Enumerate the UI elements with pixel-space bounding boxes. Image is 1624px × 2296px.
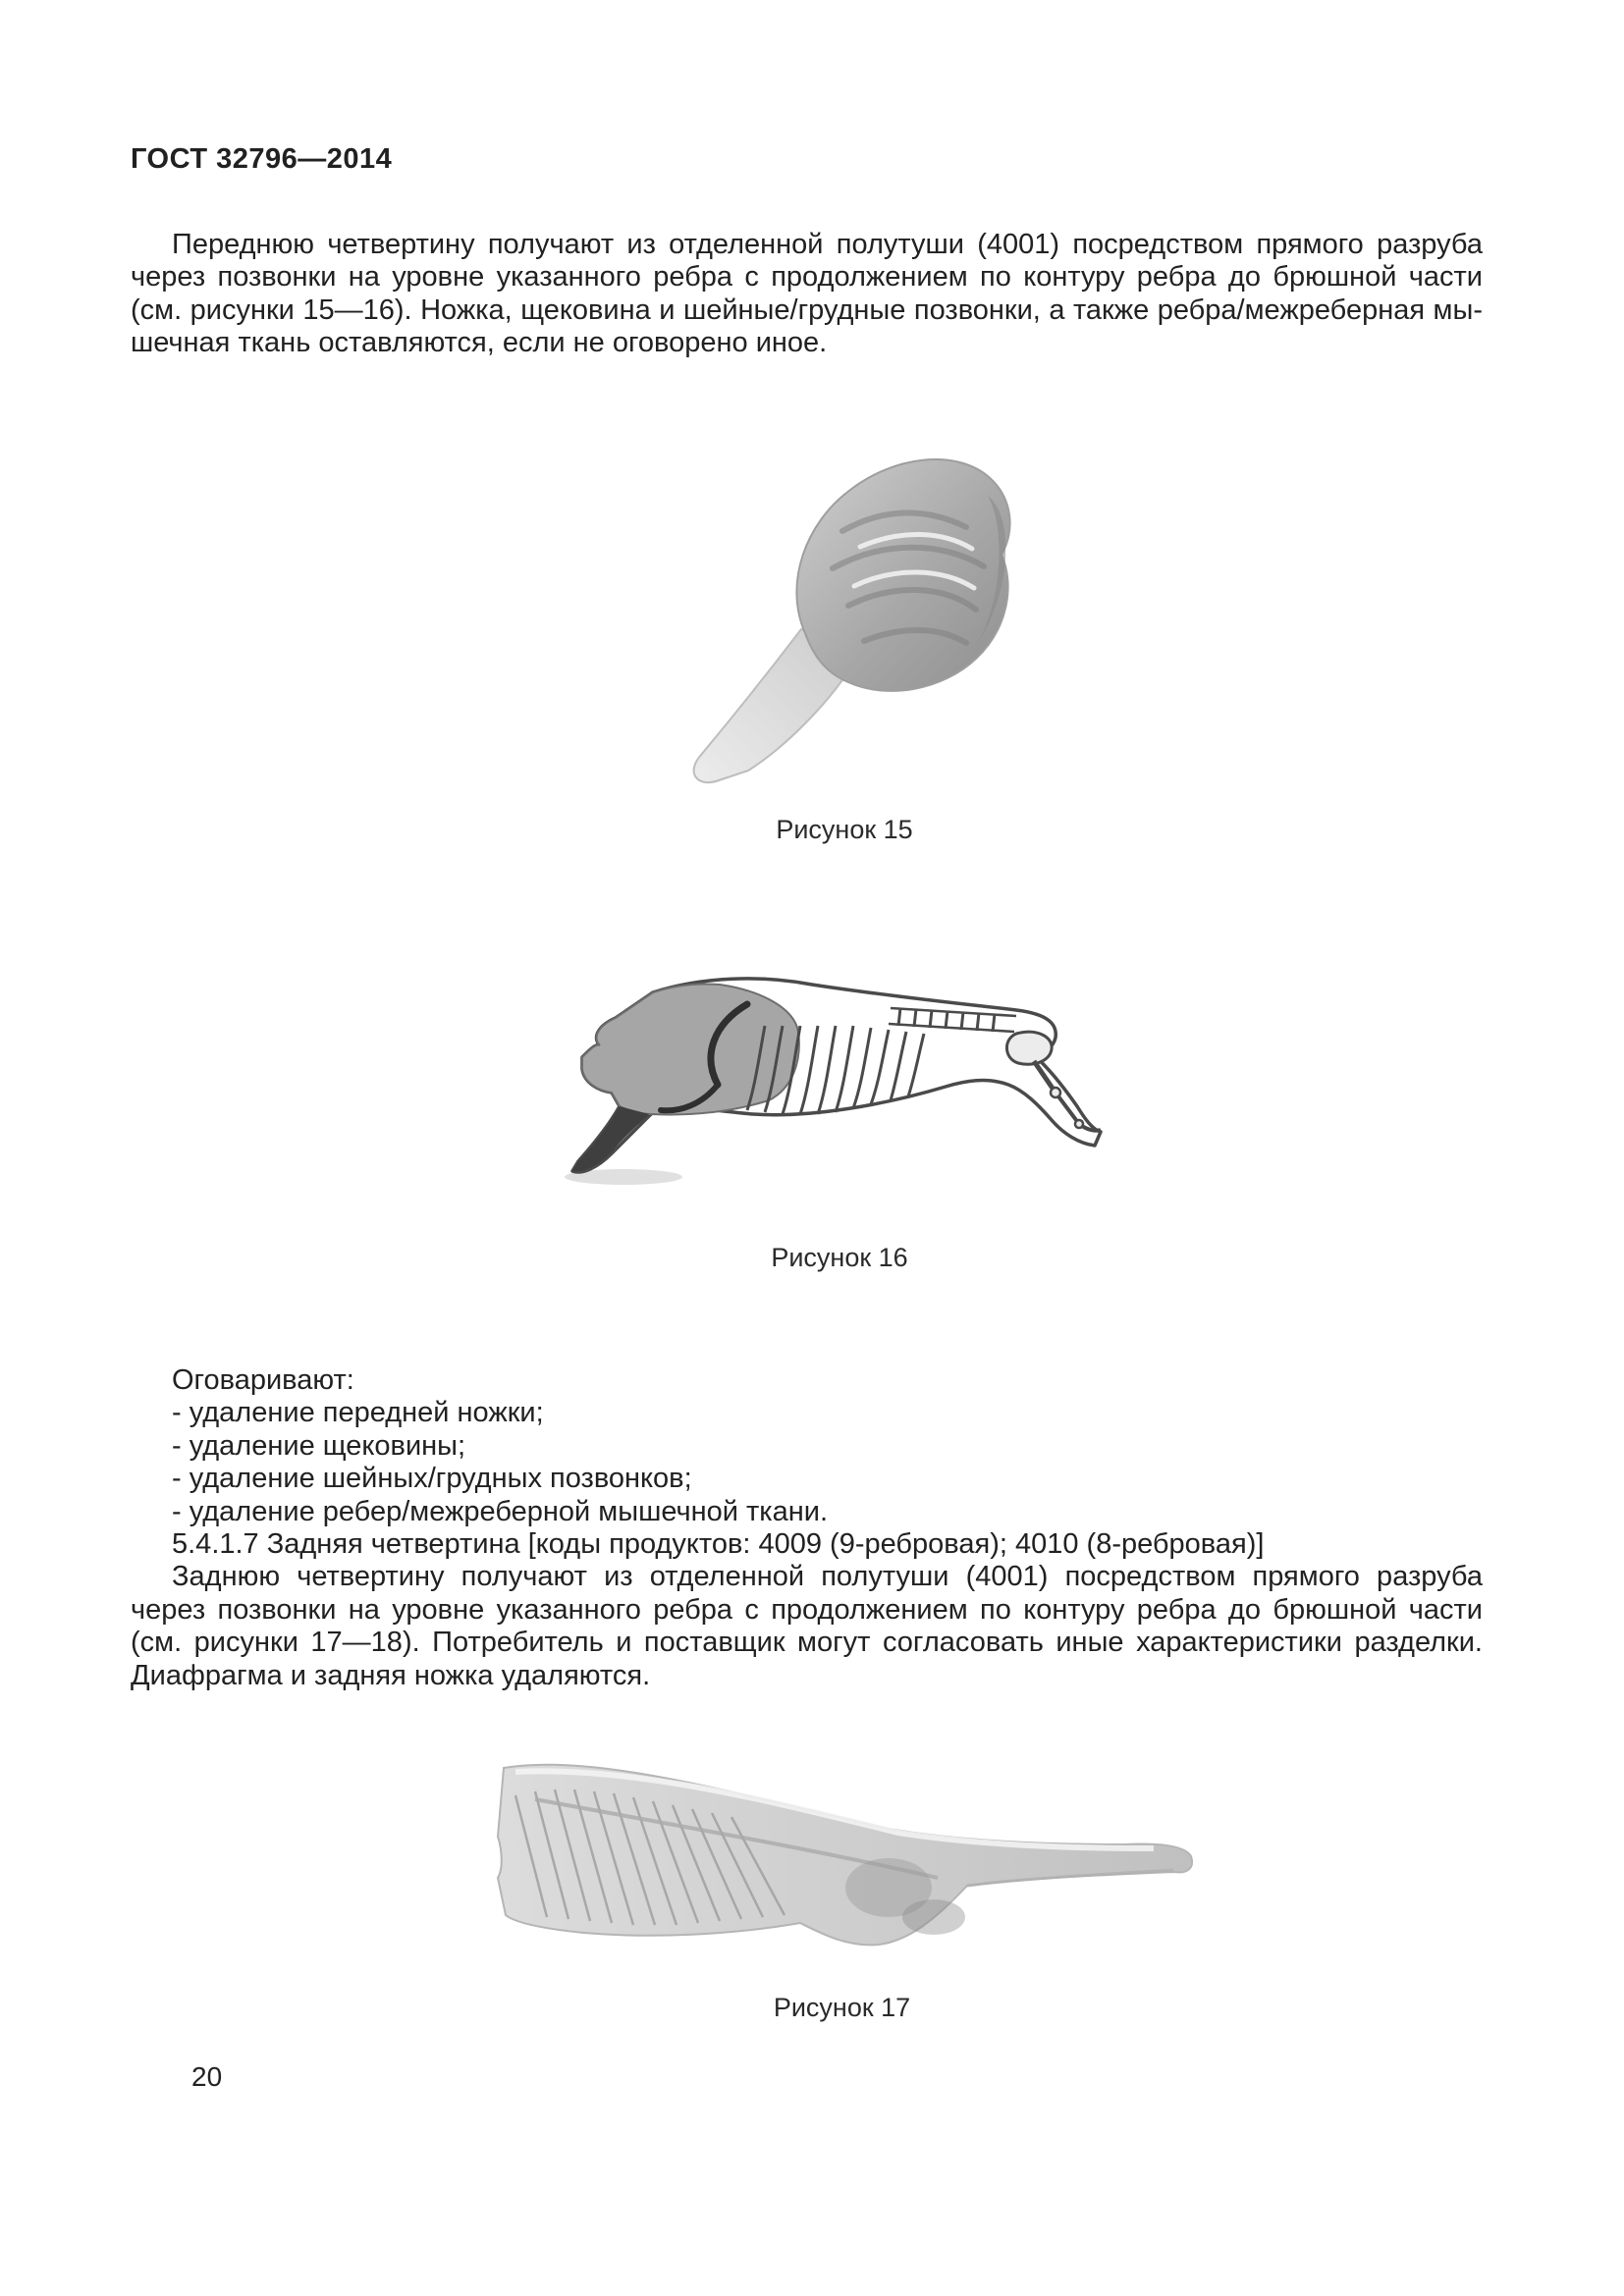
stipulations-and-hindquarter-text — [131, 1364, 1483, 1692]
figure-16-caption: Рисунок 16 — [771, 1243, 908, 1272]
page-header: ГОСТ 32796—2014 — [131, 143, 393, 175]
paragraph-line: Диафрагма и задняя ножка удаляются. — [131, 1659, 651, 1691]
forequarter-paragraph — [131, 229, 1483, 360]
stipulations-heading: Оговаривают: — [172, 1364, 354, 1396]
clause-heading: 5.4.1.7 Задняя четвертина [коды продуктов: 4009 (9-ребровая); 4010 (8-ребровая)] — [172, 1528, 1265, 1561]
paragraph-line: Заднюю четвертину получают из отделенной полутуши (4001) посредством прямого разруба — [172, 1561, 1483, 1593]
hindquarter-shape — [498, 1765, 1192, 1946]
figure-15-image — [668, 437, 1021, 795]
stipulation-item: - удаление шейных/грудных позвонков; — [172, 1463, 692, 1495]
paragraph-line: шечная ткань оставляются, если не оговорено иное. — [131, 327, 828, 359]
figure-17-caption: Рисунок 17 — [773, 1993, 911, 2022]
paragraph-line: (см. рисунки 17—18). Потребитель и поставщик могут согласовать иные характеристики разделки. — [131, 1627, 1483, 1659]
figure-17-image — [476, 1731, 1208, 1956]
paragraph-line: Переднюю четвертину получают из отделенной полутуши (4001) посредством прямого разруба — [172, 229, 1483, 260]
page-number: 20 — [191, 2061, 223, 2092]
forequarter-photo — [694, 459, 1010, 782]
stipulation-item: - удаление передней ножки; — [172, 1397, 544, 1429]
figure-16-image — [555, 947, 1124, 1193]
figure-15-caption: Рисунок 15 — [776, 815, 913, 844]
carcass-diagram — [565, 979, 1101, 1185]
paragraph-line: (см. рисунки 15—16). Ножка, щековина и шейные/грудные позвонки, а также ребра/межреберная мы- — [131, 294, 1483, 326]
forequarter-shaded-area — [582, 984, 799, 1114]
paragraph-line: через позвонки на уровне указанного ребра с продолжением по контуру ребра до брюшной части — [131, 1593, 1483, 1626]
hindquarter-photo — [498, 1765, 1192, 1946]
meat-mass-shape — [796, 459, 1009, 691]
stipulation-item: - удаление щековины; — [172, 1429, 466, 1462]
paragraph-line: через позвонки на уровне указанного ребра с продолжением по контуру ребра до брюшной части — [131, 261, 1483, 294]
foreleg-bone-dark — [572, 1106, 649, 1171]
stipulation-item: - удаление ребер/межреберной мышечной ткани. — [172, 1495, 829, 1527]
ham-shade — [902, 1899, 965, 1935]
